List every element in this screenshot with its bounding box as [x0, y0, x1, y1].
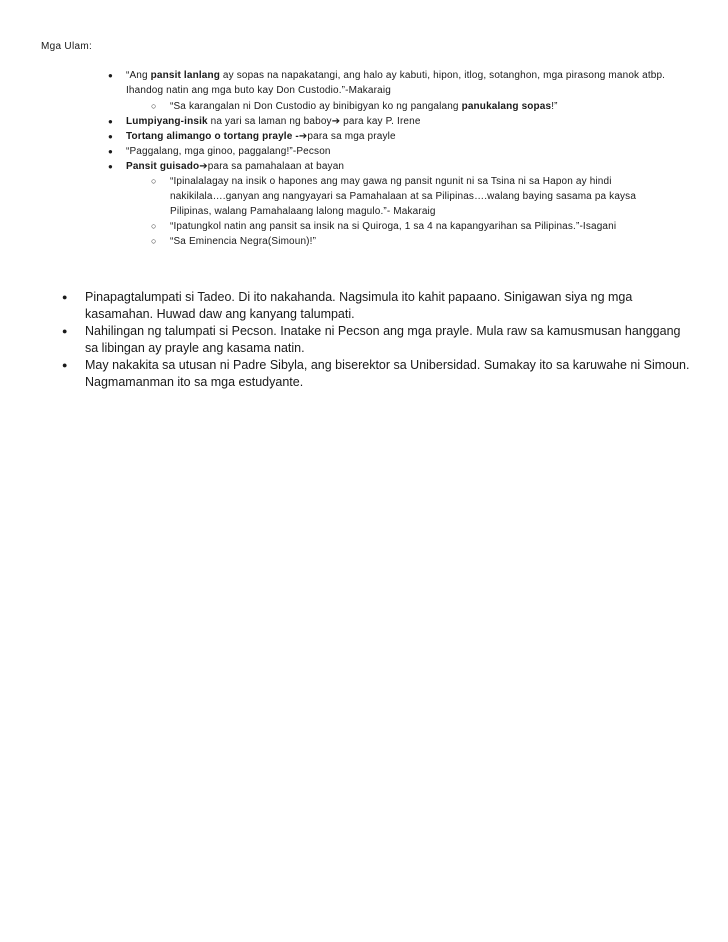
bullet-icon: ● [108, 117, 113, 126]
circle-bullet-icon: ○ [151, 101, 157, 111]
arrow-right-icon: ➔ [298, 131, 308, 142]
list-item-text: Tortang alimango o tortang prayle -➔para sa mga prayle [126, 131, 396, 142]
circle-bullet-icon: ○ [151, 176, 157, 186]
dish-name: pansit lanlang [150, 70, 220, 81]
sub-list-item-text: “Sa Eminencia Negra(Simoun)!” [170, 236, 317, 247]
list-item-text: Pansit guisado➔para sa pamahalaan at bayan [126, 161, 345, 172]
bullet-icon: ● [108, 147, 113, 156]
main-list-item-text: Nahilingan ng talumpati si Pecson. Inatake ni Pecson ang mga prayle. Mula raw sa kamusmusan hanggang sa libingan ay prayle ang kasama natin. [85, 324, 681, 355]
arrow-right-icon: ➔ [199, 161, 208, 172]
main-list-item-text: Pinapagtalumpati si Tadeo. Di ito nakahanda. Nagsimula ito kahit papaano. Sinigawan siya ng mga kasamahan. Huwad daw ang kanyang talumpati. [85, 290, 633, 321]
bullet-icon: ● [62, 326, 68, 336]
bullet-icon: ● [108, 162, 113, 171]
arrow-right-icon: ➔ [331, 116, 341, 127]
list-item-text: “Ang pansit lanlang ay sopas na napakatangi, ang halo ay kabuti, hipon, itlog, sotanghon, mga pirasong manok atbp. Ihandog natin ang mga buto kay Don Custodio.”-Makaraig [126, 70, 666, 96]
dish-name: panukalang sopas [461, 101, 552, 112]
list-item-text: “Paggalang, mga ginoo, paggalang!”-Pecson [126, 146, 331, 157]
list-item-text: Lumpiyang-insik na yari sa laman ng baboy➔ para kay P. Irene [126, 116, 421, 127]
main-list-item-text: May nakakita sa utusan ni Padre Sibyla, ang biserektor sa Unibersidad. Sumakay ito sa karuwahe ni Simoun. Nagmamanman ito sa mga estudyante. [85, 358, 690, 389]
dish-name: Tortang alimango o tortang prayle - [126, 131, 299, 142]
bullet-icon: ● [62, 360, 68, 370]
sub-list-item-text: “Sa karangalan ni Don Custodio ay binibigyan ko ng pangalang panukalang sopas!” [170, 101, 558, 112]
bullet-icon: ● [62, 292, 68, 302]
bullet-icon: ● [108, 132, 113, 141]
dish-name: Lumpiyang-insik [126, 116, 208, 127]
sub-list-item-text: “Ipinalalagay na insik o hapones ang may gawa ng pansit ngunit ni sa Tsina ni sa Hapon ay hindi nakikilala….ganyan ang nangyayari sa Pamahalaan at sa Pilipinas….walang baying sasama pa kaysa Pilipinas, walang Pamahalaang lalong magulo.”- Makaraig [170, 176, 637, 217]
circle-bullet-icon: ○ [151, 221, 157, 231]
bullet-icon: ● [108, 71, 113, 80]
sub-list-item-text: “Ipatungkol natin ang pansit sa insik na si Quiroga, 1 sa 4 na kapangyarihan sa Pilipinas.”-Isagani [170, 221, 617, 232]
section-heading: Mga Ulam: [41, 41, 93, 52]
dish-name: Pansit guisado [126, 161, 200, 172]
circle-bullet-icon: ○ [151, 236, 157, 246]
